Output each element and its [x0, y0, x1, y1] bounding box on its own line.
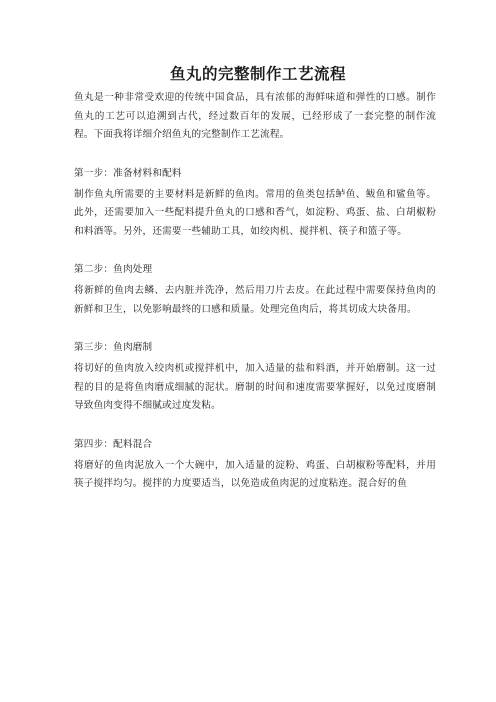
section-heading: 第三步：鱼肉磨制	[74, 342, 153, 353]
section-heading: 第四步：配料混合	[74, 438, 153, 450]
section-step-2	[74, 261, 436, 319]
section-step-1	[74, 165, 436, 242]
intro-paragraph: 鱼丸是一种非常受欢迎的传统中国食品，具有浓郁的海鲜味道和弹性的口感。制作鱼丸的工艺可以追溯到古代，经过数百年的发展，已经形成了一套完整的制作流程。下面我将详细介绍鱼丸的完整制作工艺流程。	[74, 92, 436, 140]
section-body: 将切好的鱼肉放入绞肉机或搅拌机中，加入适量的盐和料酒，并开始磨制。这一过程的目的是将鱼肉磨成细腻的泥状。磨制的时间和速度需要掌握好，以免过度磨制导致鱼肉变得不细腻或过度发粘。	[74, 363, 436, 411]
section-step-4	[74, 436, 436, 494]
section-heading: 第一步：准备材料和配料	[74, 167, 182, 179]
section-step-3	[74, 339, 436, 416]
document-title: 鱼丸的完整制作工艺流程	[169, 65, 346, 83]
section-heading: 第二步：鱼肉处理	[74, 264, 153, 275]
section-body: 将新鲜的鱼肉去鳞、去内脏并洗净，然后用刀片去皮。在此过程中需要保持鱼肉的新鲜和卫生，以免影响最终的口感和质量。处理完鱼肉后，将其切成大块备用。	[74, 285, 436, 315]
section-body: 将磨好的鱼肉泥放入一个大碗中，加入适量的淀粉、鸡蛋、白胡椒粉等配料，并用筷子搅拌均匀。搅拌的力度要适当，以免造成鱼肉泥的过度粘连。混合好的鱼	[74, 459, 436, 489]
section-body: 制作鱼丸所需要的主要材料是新鲜的鱼肉。常用的鱼类包括鲈鱼、鲅鱼和鲨鱼等。此外，还需要加入一些配料提升鱼丸的口感和香气，如淀粉、鸡蛋、盐、白胡椒粉和料酒等。另外，还需要一些辅助工具，如绞肉机、搅拌机、筷子和篮子等。	[74, 188, 436, 237]
